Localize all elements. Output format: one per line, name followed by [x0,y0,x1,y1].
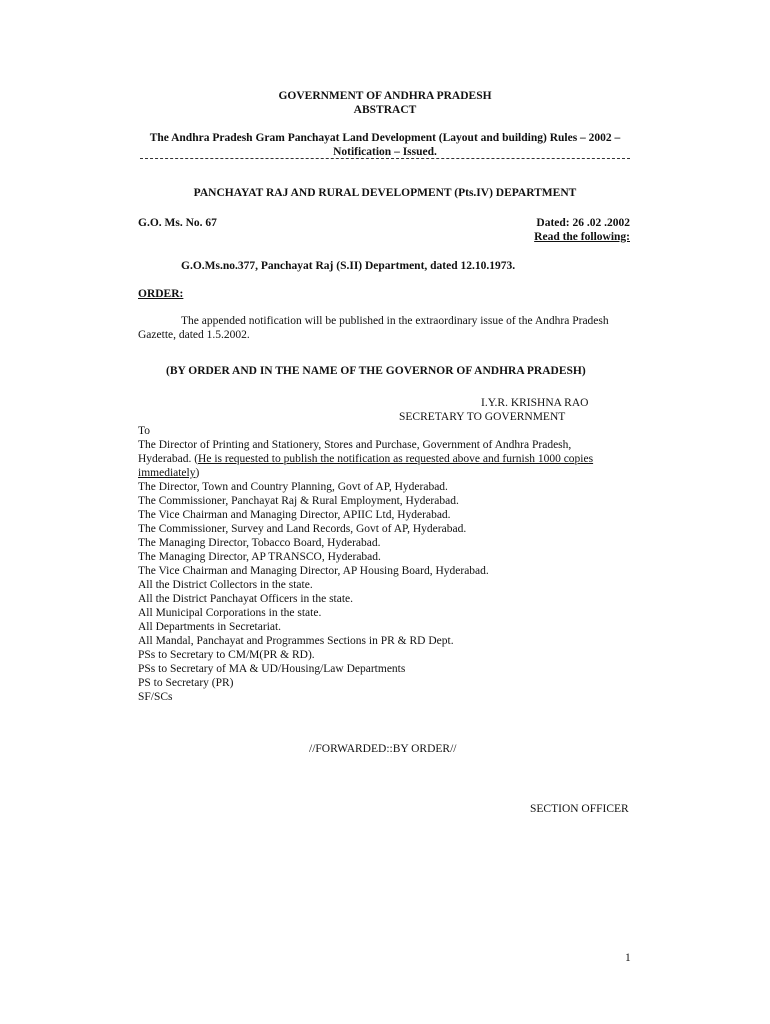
abstract-heading: ABSTRACT [353,104,417,116]
recipient-item: The Vice Chairman and Managing Director, AP Housing Board, Hyderabad. [138,565,489,577]
recipient-item: The Commissioner, Survey and Land Records, Govt of AP, Hyderabad. [138,523,467,535]
recipient-item: All Municipal Corporations in the state. [138,607,322,619]
recipient-item: PSs to Secretary to CM/M(PR & RD). [138,649,315,661]
read-following: Read the following: [534,231,630,243]
recipient-request-note: He is requested to publish the notification as requested above and furnish 1000 copies [198,453,594,465]
recipient-item: The Managing Director, Tobacco Board, Hyderabad. [138,537,381,549]
recipient-first-line-1: The Director of Printing and Stationery, Stores and Purchase, Government of Andhra Pradesh, [138,439,572,451]
dated: Dated: 26 .02 .2002 [536,217,630,229]
recipient-item: The Commissioner, Panchayat Raj & Rural Employment, Hyderabad. [138,495,459,507]
department-heading: PANCHAYAT RAJ AND RURAL DEVELOPMENT (Pts.IV) DEPARTMENT [193,187,577,199]
recipient-first-line-3 [138,466,638,480]
recipient-request-note-end: immediately [138,467,196,479]
recipient-item: All the District Panchayat Officers in the state. [138,593,354,605]
recipient-item: All Mandal, Panchayat and Programmes Sections in PR & RD Dept. [138,635,454,647]
recipient-item: The Managing Director, AP TRANSCO, Hyderabad. [138,551,381,563]
recipient-item: The Director, Town and Country Planning, Govt of AP, Hyderabad. [138,481,448,493]
recipient-item: The Vice Chairman and Managing Director, APIIC Ltd, Hyderabad. [138,509,451,521]
order-heading: ORDER: [138,288,184,300]
order-paragraph-line-1: The appended notification will be published in the extraordinary issue of the Andhra Pradesh [181,315,609,327]
signatory-name: I.Y.R. KRISHNA RAO [481,397,589,409]
recipient-item: All Departments in Secretariat. [138,621,282,633]
order-paragraph-line-2: Gazette, dated 1.5.2002. [138,329,250,341]
recipient-first-line-3-plain: ) [195,467,200,479]
page-number: 1 [625,952,631,964]
subject-line-1: The Andhra Pradesh Gram Panchayat Land Development (Layout and building) Rules – 2002 – [149,132,621,144]
recipient-first-line-2 [138,452,638,466]
recipient-item: All the District Collectors in the state. [138,579,313,591]
signatory-title: SECRETARY TO GOVERNMENT [399,411,566,423]
go-number: G.O. Ms. No. 67 [138,217,217,229]
recipient-item: PS to Secretary (PR) [138,677,234,689]
recipients-list [138,424,638,704]
government-heading: GOVERNMENT OF ANDHRA PRADESH [278,90,492,102]
recipient-first-line-2-plain: Hyderabad. ( [138,453,199,465]
forwarded-line: //FORWARDED::BY ORDER// [309,743,457,755]
subject-line-2: Notification – Issued. [333,146,437,158]
recipient-item: SF/SCs [138,691,173,703]
reference: G.O.Ms.no.377, Panchayat Raj (S.II) Department, dated 12.10.1973. [181,260,516,272]
to-label: To [138,425,150,437]
recipient-item: PSs to Secretary of MA & UD/Housing/Law Departments [138,663,406,675]
section-officer: SECTION OFFICER [530,803,629,815]
by-order-line: (BY ORDER AND IN THE NAME OF THE GOVERNOR OF ANDHRA PRADESH) [166,365,586,377]
dashed-separator [140,158,630,159]
